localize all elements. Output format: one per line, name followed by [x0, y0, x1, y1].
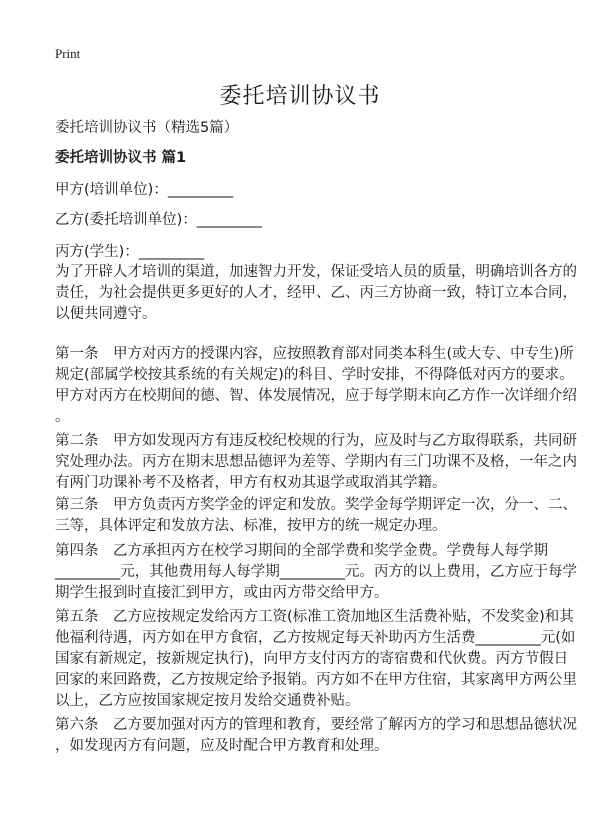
paragraph-line: 以上，乙方应按国家规定按月发给交通费补贴。 — [55, 693, 360, 709]
paragraph-line: 期学生报到时直接汇到甲方，或由丙方带交给甲方。 — [55, 585, 389, 601]
paragraph-line: 回家的来回路费，乙方按规定给予报销。丙方如不在甲方住宿，其家离甲方两公里 — [55, 672, 577, 688]
paragraph-line: 第四条 乙方承担丙方在校学习期间的全部学费和奖学金费。学费每人每学期 — [55, 543, 548, 559]
paragraph-line: 他福利待遇，丙方如在甲方食宿，乙方按规定每天补助丙方生活费_________元(如 — [55, 630, 576, 646]
paragraph-line: ，如发现丙方有问题，应及时配合甲方教育和处理。 — [55, 738, 389, 754]
paragraph-line: 三等，具体评定和发放方法、标准，按甲方的统一规定办理。 — [55, 518, 447, 534]
paragraph-line: 第五条 乙方应按规定发给丙方工资(标准工资加地区生活费补贴，不发奖金)和其 — [55, 609, 574, 625]
article-5 — [55, 607, 580, 712]
paragraph-line: 国家有新规定，按新规定执行)，向甲方支付丙方的寄宿费和代伙费。丙方节假日 — [55, 651, 569, 667]
paragraph-line: 规定(部属学校按其系统的有关规定)的科目、学时安排，不得降低对丙方的要求。 — [55, 367, 574, 383]
paragraph-line: 有两门功课补考不及格者，甲方有权劝其退学或取消其学籍。 — [55, 475, 447, 491]
paragraph-line: 第三条 甲方负责丙方奖学金的评定和发放。奖学金每学期评定一次，分一、二、 — [55, 497, 577, 513]
paragraph-line: 究处理办法。丙方在期末思想品德评为差等、学期内有三门功课不及格，一年之内 — [55, 454, 577, 470]
document-title: 委托培训协议书 — [219, 84, 381, 109]
paragraph-line: 。 — [55, 409, 70, 425]
paragraph-line: 以便共同遵守。 — [55, 306, 157, 322]
print-link[interactable]: Print — [55, 46, 81, 61]
paragraph-line: 第一条 甲方对丙方的授课内容，应按照教育部对同类本科生(或大专、中专生)所 — [55, 346, 574, 362]
paragraph-line: 为了开辟人才培训的渠道，加速智力开发，保证受培人员的质量，明确培训各方的 — [55, 264, 577, 280]
party-a-field: 甲方(培训单位)：_________ — [55, 182, 234, 198]
article-4 — [55, 541, 580, 604]
article-2 — [55, 431, 580, 494]
paragraph-line: 责任，为社会提供更多更好的人才，经甲、乙、丙三方协商一致，特订立本合同， — [55, 285, 577, 301]
paragraph-line: 第六条 乙方要加强对丙方的管理和教育，要经常了解丙方的学习和思想品德状况 — [55, 717, 577, 733]
party-b-field: 乙方(委托培训单位)：_________ — [55, 212, 263, 228]
paragraph-line: 第二条 甲方如发现丙方有违反校纪校规的行为，应及时与乙方取得联系，共同研 — [55, 433, 577, 449]
party-c-field: 丙方(学生)：_________ — [55, 244, 205, 260]
article-3 — [55, 495, 580, 537]
document-subtitle: 委托培训协议书（精选5篇） — [55, 120, 239, 136]
paragraph-line: 甲方对丙方在校期间的德、智、体发展情况，应于每学期末向乙方作一次详细介绍 — [55, 388, 577, 404]
section-heading: 委托培训协议书 篇1 — [55, 150, 187, 166]
article-6 — [55, 715, 580, 757]
paragraph-line: _________元，其他费用每人每学期_________元。丙方的以上费用，乙方应于每学 — [55, 564, 577, 580]
article-1 — [55, 344, 580, 428]
intro-paragraph — [55, 262, 580, 325]
